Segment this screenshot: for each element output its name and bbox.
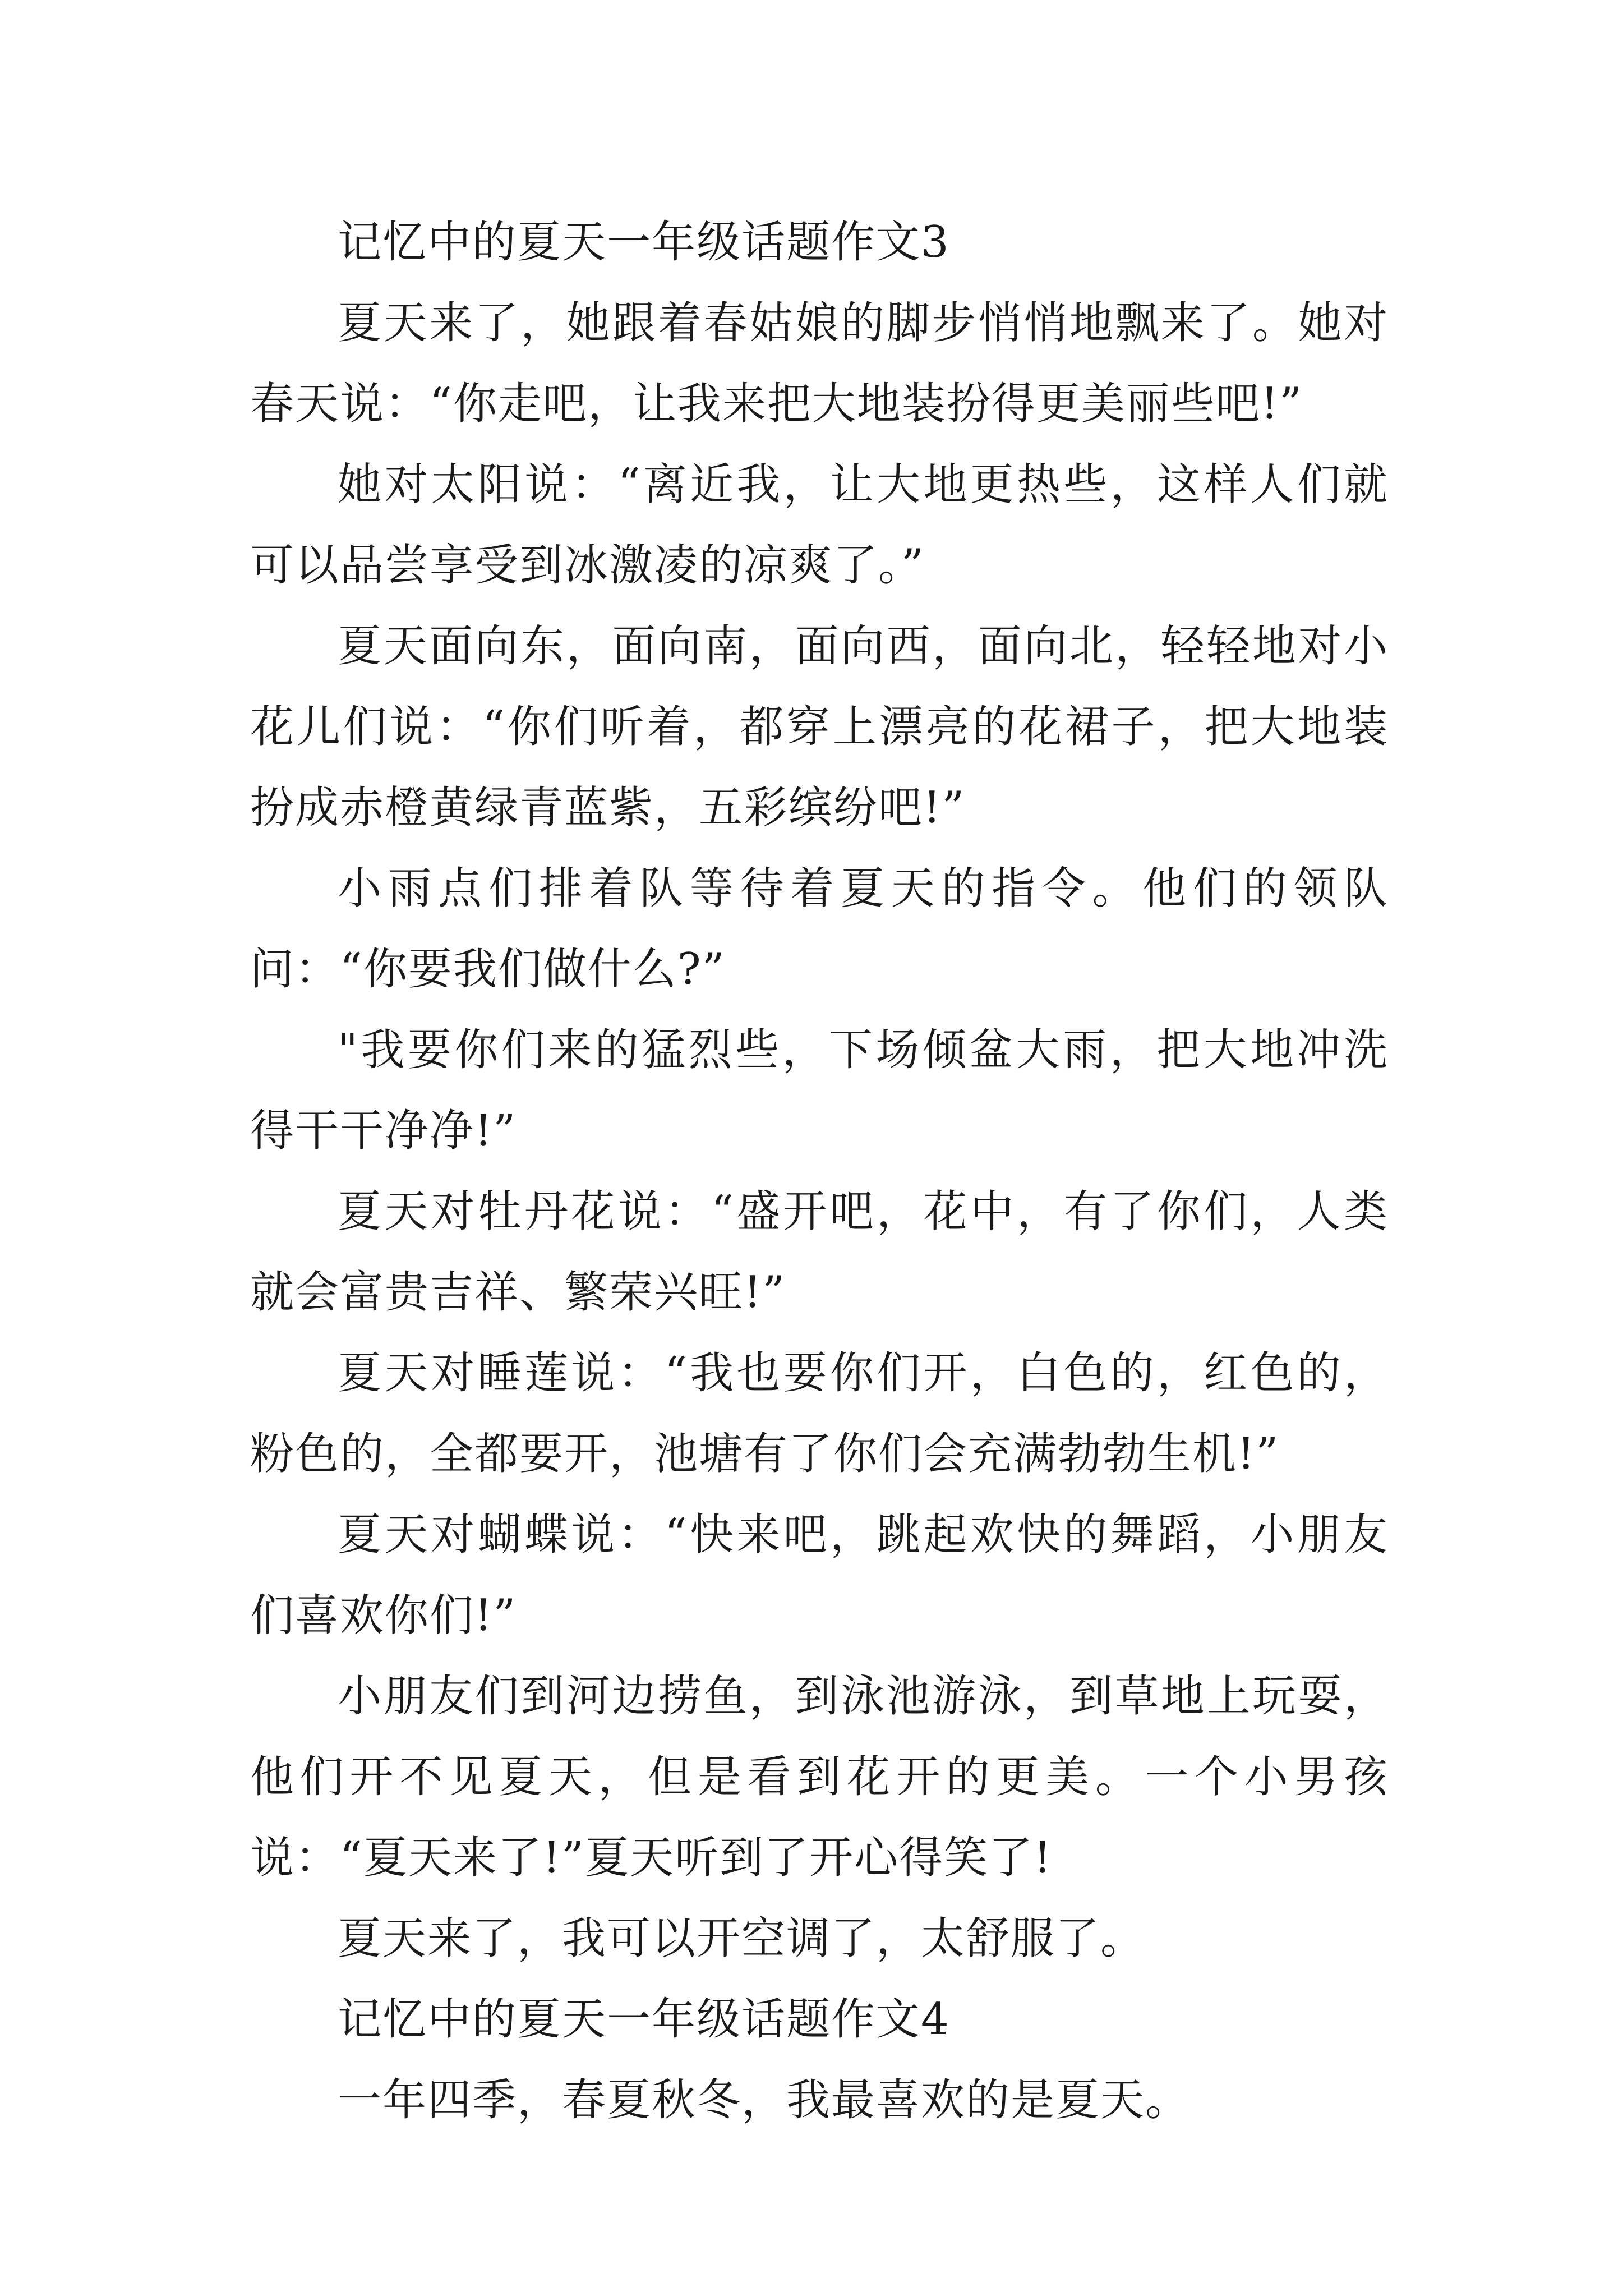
paragraph: 夏天对睡莲说：“我也要你们开，白色的，红色的，粉色的，全都要开，池塘有了你们会充满勃勃生机!” — [250, 1348, 1389, 1479]
paragraph: 夏天面向东，面向南，面向西，面向北，轻轻地对小花儿们说：“你们听着，都穿上漂亮的花裙子，把大地装扮成赤橙黄绿青蓝紫，五彩缤纷吧!” — [250, 621, 1389, 833]
paragraph: "我要你们来的猛烈些，下场倾盆大雨，把大地冲洗得干干净净!” — [250, 1025, 1389, 1156]
paragraph: 小雨点们排着队等待着夏天的指令。他们的领队问：“你要我们做什么?” — [250, 863, 1389, 995]
document-body — [250, 202, 1389, 2141]
paragraph: 夏天来了，她跟着春姑娘的脚步悄悄地飘来了。她对春天说：“你走吧，让我来把大地装扮得更美丽些吧!” — [250, 298, 1389, 429]
paragraph: 夏天来了，我可以开空调了，太舒服了。 — [338, 1913, 1146, 1964]
paragraph: 小朋友们到河边捞鱼，到泳池游泳，到草地上玩耍，他们开不见夏天，但是看到花开的更美。一个小男孩说：“夏天来了!”夏天听到了开心得笑了! — [250, 1671, 1389, 1883]
paragraph: 一年四季，春夏秋冬，我最喜欢的是夏天。 — [338, 2075, 1191, 2125]
paragraph: 夏天对牡丹花说：“盛开吧，花中，有了你们，人类就会富贵吉祥、繁荣兴旺!” — [250, 1186, 1389, 1318]
essay-title-4: 记忆中的夏天一年级话题作文4 — [338, 1994, 950, 2045]
paragraph: 她对太阳说：“离近我，让大地更热些，这样人们就可以品尝享受到冰激凌的凉爽了。” — [250, 459, 1389, 591]
essay-title-3: 记忆中的夏天一年级话题作文3 — [338, 217, 950, 268]
paragraph: 夏天对蝴蝶说：“快来吧，跳起欢快的舞蹈，小朋友们喜欢你们!” — [250, 1510, 1389, 1641]
